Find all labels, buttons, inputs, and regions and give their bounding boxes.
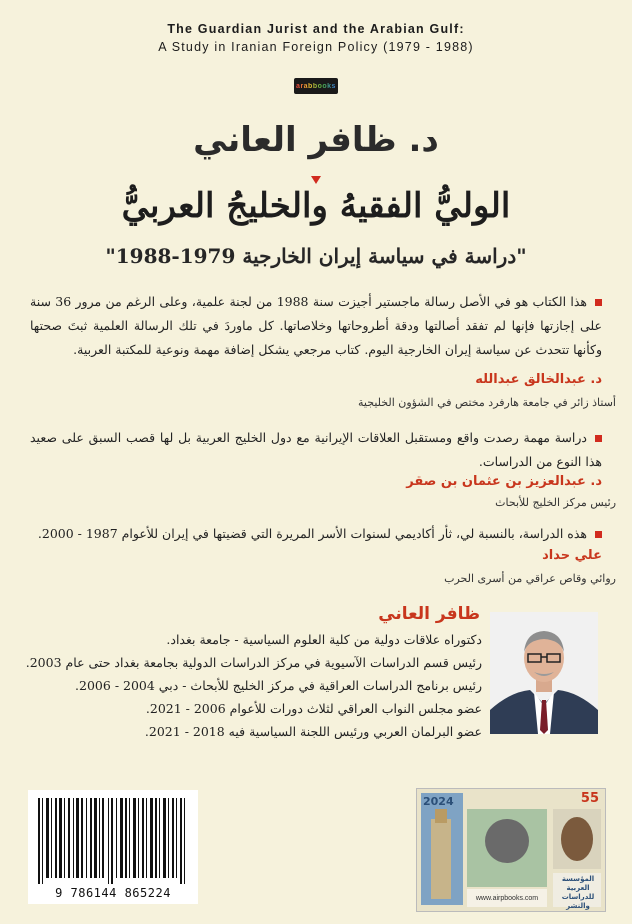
stamp-website: www.airpbooks.com [475,895,539,902]
endorsement-1-text: هذا الكتاب هو في الأصل رسالة ماجستير أجيزت سنة 1988 من لجنة علمية، وعلى الرغم من مرور 36 سنة على إجازتها فإنها لم تفقد أصالتها ودقة أطروحاتها وخلاصاتها. كل ماوردَ في تلك الرسالة العلمية ثبتَ صحتها وكأنها تتحدث عن سياسة إيران الخارجية اليوم. كتاب مرجعي يشكل إضافة مهمة ونوعية للمكتبة العربية. [30,294,602,357]
endorsement-2-text: دراسة مهمة رصدت واقع ومستقبل العلاقات الإيرانية مع دول الخليج العربية بل لها قصب السبق على صعيد هذا النوع من الدراسات. [30,430,602,469]
english-title [0,20,632,56]
bullet-icon [595,299,602,306]
endorsement-2-name: د. عبدالعزيز بن عثمان بن صقر [406,474,602,489]
isbn-number: 9 786144 865224 [55,886,171,900]
publisher-logo: arabbooks [294,78,338,94]
author-photo [490,612,598,734]
stamp-anniversary: 55 [580,791,599,806]
arabic-title: الوليُّ الفقيهُ والخليجُ العربيُّ [121,186,511,226]
english-title-line2: A Study in Iranian Foreign Policy (1979 - 1988) [158,40,474,54]
publisher-stamp [416,788,606,912]
arabic-subtitle: "دراسة في سياسة إيران الخارجية 1979-1988" [105,244,527,268]
barcode [28,790,198,904]
bullet-icon [595,531,602,538]
bio-line: رئيس قسم الدراسات الآسيوية في مركز الدراسات الدولية بجامعة بغداد حتى عام 2003. [25,655,482,670]
barcode-bars [28,790,198,886]
bio-line: عضو البرلمان العربي ورئيس اللجنة السياسية فيه 2018 - 2021. [144,724,482,739]
bio-line: رئيس برنامج الدراسات العراقية في مركز الخليج للأبحاث - دبي 2004 - 2006. [75,678,482,693]
endorsement-3-name: علي حداد [542,548,602,563]
bio-author-name: ظافر العاني [378,604,480,624]
endorsement-1-name: د. عبدالخالق عبدالله [475,372,602,387]
bio-line: عضو مجلس النواب العراقي لثلاث دورات للأعوام 2006 - 2021. [145,701,482,716]
bio-line: دكتوراه علاقات دولية من كلية العلوم السياسية - جامعة بغداد. [166,632,482,647]
bio-lines [20,628,482,743]
stamp-year: 2024 [423,795,454,808]
red-triangle-icon [311,176,321,184]
endorsement-3-role: روائي وقاص عراقي من أسرى الحرب [444,572,616,585]
endorsement-1-role: أستاذ زائر في جامعة هارفرد مختص في الشؤون الخليجية [358,396,616,409]
endorsement-2-role: رئيس مركز الخليج للأبحاث [495,496,616,509]
bullet-icon [595,435,602,442]
stamp-publisher: المؤسسة العربية للدراسات والنشر [561,875,595,910]
endorsement-3-text: هذه الدراسة، بالنسبة لي، ثأر أكاديمي لسنوات الأسر المريرة التي قضيتها في إيران للأعوام 1987 - 2000. [30,522,602,546]
author-heading: د. ظافر العاني [193,120,439,160]
english-title-line1: The Guardian Jurist and the Arabian Gulf: [167,22,465,36]
